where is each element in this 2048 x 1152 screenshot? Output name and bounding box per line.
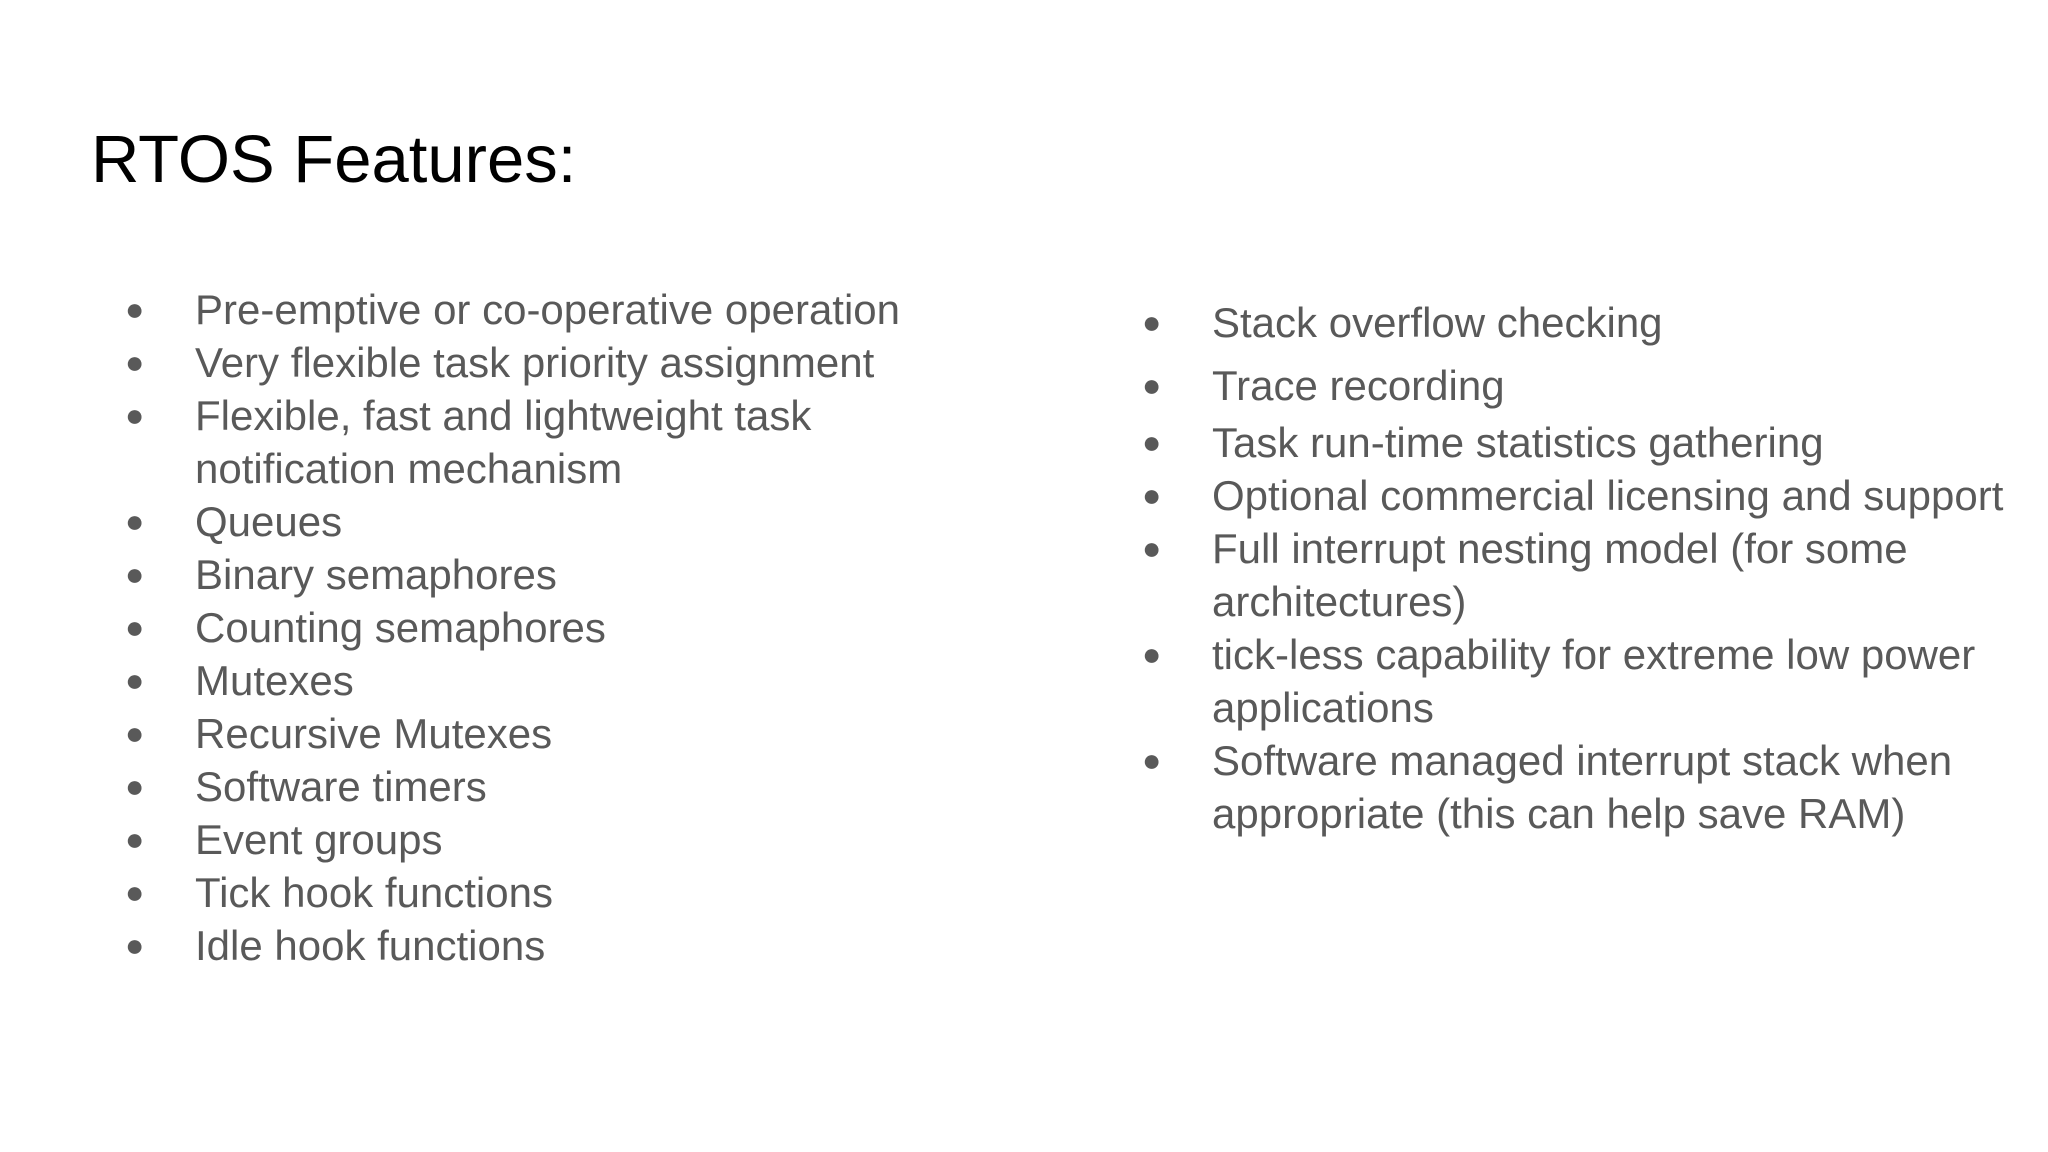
list-item [123, 813, 983, 866]
bullet-icon: ● [1142, 424, 1162, 460]
list-item-text: Queues [195, 498, 343, 545]
bullet-icon: ● [125, 821, 145, 857]
bullet-icon: ● [1142, 477, 1162, 513]
list-item [123, 336, 983, 389]
list-item-text: Stack overflow checking [1212, 299, 1663, 346]
list-item [1140, 469, 2020, 522]
feature-list-left [123, 283, 983, 972]
list-item-text: Trace recording [1212, 362, 1505, 409]
list-item-text: Software managed interrupt stack when appropriate (this can help save RAM) [1212, 737, 1953, 837]
bullet-icon: ● [125, 768, 145, 804]
list-item-text: Optional commercial licensing and support [1212, 472, 2004, 519]
list-item-text: Recursive Mutexes [195, 710, 553, 757]
bullet-icon: ● [125, 609, 145, 645]
list-item-text: Full interrupt nesting model (for some architectures) [1212, 525, 1908, 625]
list-item [123, 601, 983, 654]
list-item [1140, 296, 2020, 349]
list-item [1140, 359, 2020, 412]
bullet-icon: ● [125, 662, 145, 698]
list-item-text: Task run-time statistics gathering [1212, 419, 1824, 466]
bullet-icon: ● [1142, 636, 1162, 672]
list-item-text: Binary semaphores [195, 551, 557, 598]
list-item-text: Event groups [195, 816, 443, 863]
list-item [1140, 628, 2020, 734]
list-item [123, 495, 983, 548]
list-item [1140, 522, 2020, 628]
bullet-icon: ● [125, 503, 145, 539]
list-item [123, 919, 983, 972]
bullet-icon: ● [125, 397, 145, 433]
list-item [1140, 416, 2020, 469]
list-item [123, 654, 983, 707]
bullet-icon: ● [125, 344, 145, 380]
list-item-text: Mutexes [195, 657, 354, 704]
bullet-icon: ● [125, 291, 145, 327]
bullet-icon: ● [125, 715, 145, 751]
list-item [123, 389, 983, 495]
bullet-icon: ● [1142, 304, 1162, 340]
list-item-text: Flexible, fast and lightweight task notification mechanism [195, 392, 812, 492]
list-item-text: Counting semaphores [195, 604, 606, 651]
list-item-text: tick-less capability for extreme low power applications [1212, 631, 1976, 731]
list-item [123, 283, 983, 336]
bullet-icon: ● [1142, 530, 1162, 566]
bullet-icon: ● [125, 556, 145, 592]
list-item-text: Pre-emptive or co-operative operation [195, 286, 901, 333]
feature-list-right [1140, 296, 2020, 840]
list-item-text: Idle hook functions [195, 922, 546, 969]
list-item [123, 760, 983, 813]
list-item-text: Software timers [195, 763, 487, 810]
list-item [123, 707, 983, 760]
slide-title: RTOS Features: [91, 122, 577, 197]
list-item-text: Tick hook functions [195, 869, 553, 916]
bullet-icon: ● [1142, 367, 1162, 403]
bullet-icon: ● [125, 874, 145, 910]
bullet-icon: ● [1142, 742, 1162, 778]
list-item [123, 548, 983, 601]
list-item-text: Very flexible task priority assignment [195, 339, 875, 386]
bullet-icon: ● [125, 927, 145, 963]
list-item [1140, 734, 2020, 840]
list-item [123, 866, 983, 919]
